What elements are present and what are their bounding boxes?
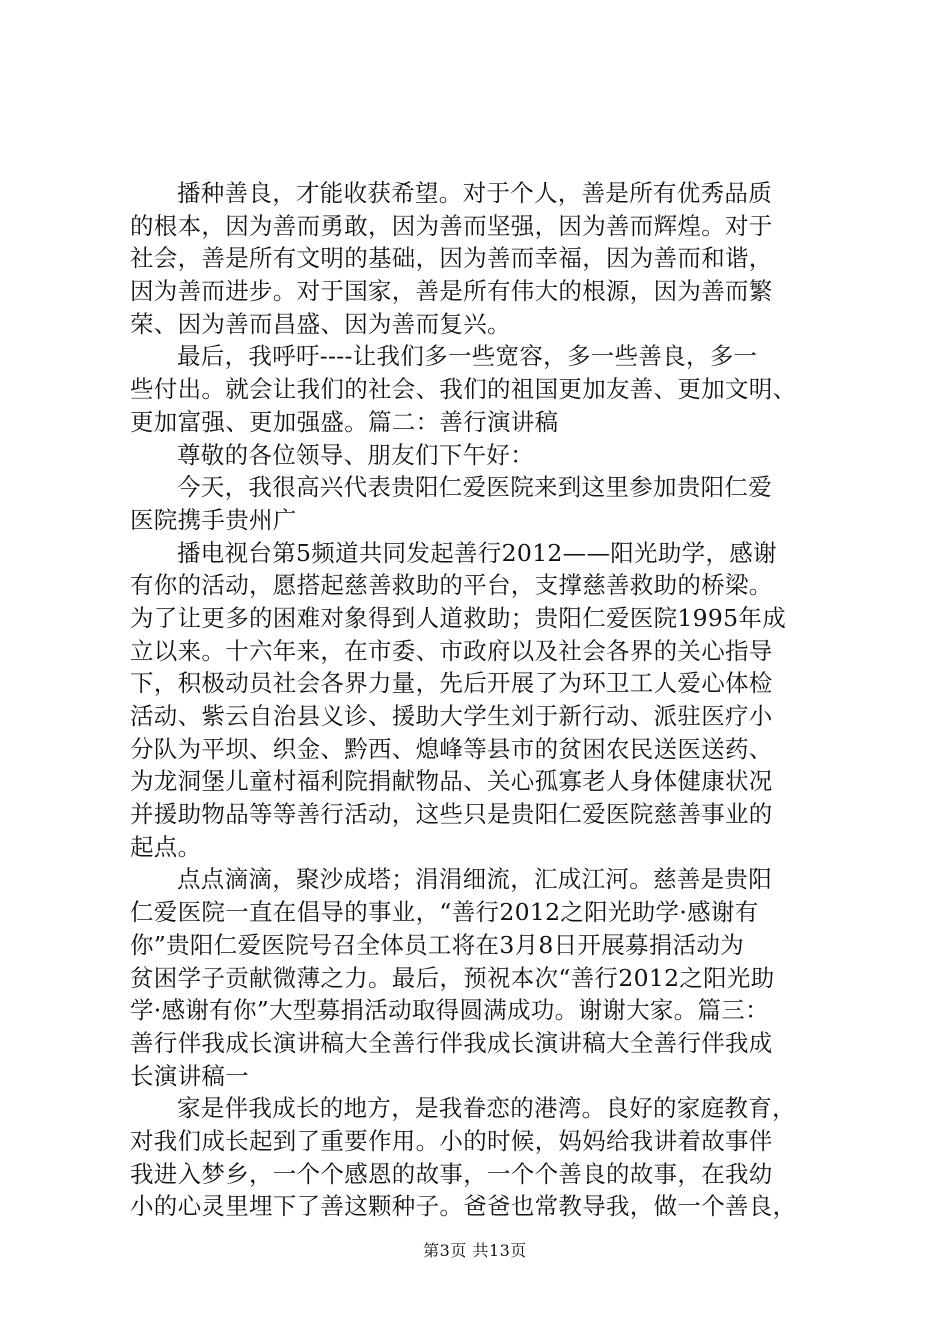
- text-line: 今天，我很高兴代表贵阳仁爱医院来到这里参加贵阳仁爱: [177, 473, 772, 502]
- text-line: 家是伴我成长的地方，是我眷恋的港湾。良好的家庭教育，: [177, 1094, 796, 1123]
- text-line: 播电视台第5频道共同发起善行2012——阳光助学，感谢: [177, 538, 777, 567]
- text-line: 下，积极动员社会各界力量，先后开展了为环卫工人爱心体检: [130, 669, 773, 698]
- text-line: 仁爱医院一直在倡导的事业，“善行2012之阳光助学·感谢有: [130, 898, 759, 927]
- document-body: [130, 177, 830, 1223]
- text-line: 善行伴我成长演讲稿大全善行伴我成长演讲稿大全善行伴我成: [130, 1028, 773, 1057]
- text-line: 播种善良，才能收获希望。对于个人，善是所有优秀品质: [177, 179, 772, 207]
- text-line: 你”贵阳仁爱医院号召全体员工将在3月8日开展募捐活动为: [130, 930, 745, 959]
- text-line: 并援助物品等等善行活动，这些只是贵阳仁爱医院慈善事业的: [130, 800, 773, 829]
- text-line: 有你的活动，愿搭起慈善救助的平台，支撑慈善救助的桥梁。: [130, 571, 773, 600]
- text-line: 小的心灵里埋下了善这颗种子。爸爸也常教导我，做一个善良，: [130, 1192, 797, 1221]
- text-line: 尊敬的各位领导、朋友们下午好：: [177, 440, 534, 469]
- text-line: 的根本，因为善而勇敢，因为善而坚强，因为善而辉煌。对于: [130, 211, 773, 240]
- text-line: 因为善而进步。对于国家，善是所有伟大的根源，因为善而繁: [130, 277, 773, 306]
- page-footer: 第3页 共13页: [423, 1241, 527, 1260]
- text-line: 贫困学子贡献微薄之力。最后，预祝本次“善行2012之阳光助: [130, 963, 775, 992]
- text-line: 分队为平坝、织金、黔西、熄峰等县市的贫困农民送医送药、: [130, 734, 773, 763]
- text-line: 医院携手贵州广: [130, 505, 297, 534]
- text-line: 些付出。就会让我们的社会、我们的祖国更加友善、更加文明、: [130, 375, 797, 404]
- text-line: 起点。: [130, 832, 202, 861]
- text-line: 活动、紫云自治县义诊、援助大学生刘于新行动、派驻医疗小: [130, 702, 773, 730]
- text-line: 最后，我呼吁----让我们多一些宽容，多一些善良，多一: [177, 342, 758, 371]
- text-line: 对我们成长起到了重要作用。小的时候，妈妈给我讲着故事伴: [130, 1126, 773, 1155]
- text-line: 为了让更多的困难对象得到人道救助；贵阳仁爱医院1995年成: [130, 603, 787, 632]
- text-line: 立以来。十六年来，在市委、市政府以及社会各界的关心指导: [130, 636, 773, 665]
- text-line: 长演讲稿一: [130, 1061, 249, 1090]
- text-line: 学·感谢有你”大型募捐活动取得圆满成功。谢谢大家。篇三：: [130, 996, 769, 1025]
- text-line: 为龙洞堡儿童村福利院捐献物品、关心孤寡老人身体健康状况: [130, 767, 773, 796]
- text-line: 点点滴滴，聚沙成塔；涓涓细流，汇成江河。慈善是贵阳: [177, 865, 772, 894]
- text-line: 荣、因为善而昌盛、因为善而复兴。: [130, 309, 511, 338]
- text-line: 更加富强、更加强盛。篇二：善行演讲稿: [130, 407, 559, 436]
- text-line: 我进入梦乡，一个个感恩的故事，一个个善良的故事，在我幼: [130, 1159, 773, 1188]
- text-line: 社会，善是所有文明的基础，因为善而幸福，因为善而和谐，: [130, 244, 773, 273]
